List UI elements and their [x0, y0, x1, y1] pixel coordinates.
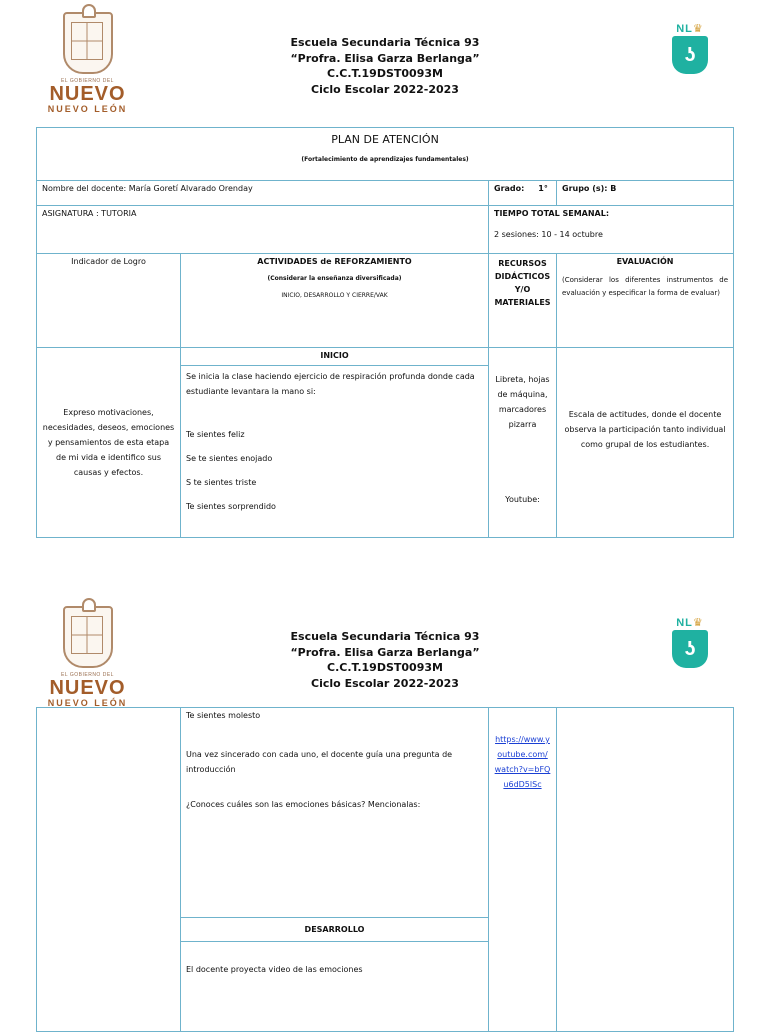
evaluacion-cell: Escala de actitudes, donde el docente observa la participación tanto individual como grupal de los estudiantes. — [557, 348, 734, 538]
grado-cell: Grado: 1° — [489, 181, 557, 206]
cct: C.C.T.19DST0093M — [327, 67, 443, 80]
col-evaluacion: EVALUACIÓN (Considerar los diferentes instrumentos de evaluación y especificar la forma de evaluar) — [557, 254, 734, 348]
school-name: Escuela Secundaria Técnica 93 — [290, 630, 480, 643]
evaluacion-cell — [557, 708, 734, 1032]
nl-logo: NL♛ ʖ — [670, 22, 710, 74]
nl-logo: NL♛ ʖ — [670, 616, 710, 668]
recursos-cell: Libreta, hojas de máquina, marcadores pizarra Youtube: — [489, 348, 557, 538]
plan-title: PLAN DE ATENCIÓN — [331, 133, 439, 146]
col-recursos: RECURSOS DIDÁCTICOS Y/O MATERIALES — [489, 254, 557, 348]
actividades-cell: Te sientes molesto Una vez sincerado con cada uno, el docente guía una pregunta de introducción ¿Conoces cuáles son las emociones básicas? Mencionalas: — [181, 708, 489, 918]
coat-of-arms-icon — [63, 606, 113, 668]
school-cycle: Ciclo Escolar 2022-2023 — [311, 676, 459, 690]
nl-badge-icon: ʖ — [672, 36, 708, 74]
crown-icon: ♛ — [692, 23, 704, 35]
school-header — [240, 35, 530, 97]
teacher-name: “Profra. Elisa Garza Berlanga” — [290, 645, 480, 659]
teacher-name: “Profra. Elisa Garza Berlanga” — [290, 51, 480, 65]
youtube-link[interactable]: https://www.youtube.com/watch?v=bFQu6dD5lSc — [494, 735, 551, 789]
plan-subtitle: (Fortalecimiento de aprendizajes fundamentales) — [301, 156, 469, 163]
indicador-cell: Expreso motivaciones, necesidades, deseos, emociones y pensamientos de esta etapa de mi vida e identifico sus causas y efectos. — [37, 348, 181, 538]
nl-badge-icon: ʖ — [672, 630, 708, 668]
tiempo-cell: TIEMPO TOTAL SEMANAL: 2 sesiones: 10 - 14 octubre — [489, 206, 734, 254]
docente-cell: Nombre del docente: María Goretí Alvarado Orenday — [37, 181, 489, 206]
desarrollo-header: DESARROLLO — [181, 918, 489, 942]
col-indicador: Indicador de Logro — [37, 254, 181, 348]
plan-title-cell — [37, 128, 734, 181]
indicador-cell — [37, 708, 181, 1032]
gobierno-nuevo-leon-logo: EL GOBIERNO DEL NUEVO NUEVO LEÓN — [40, 12, 135, 114]
coat-of-arms-icon — [63, 12, 113, 74]
col-actividades: ACTIVIDADES de REFORZAMIENTO (Considerar la enseñanza diversificada) INICIO, DESARROLLO Y CIERRE/VAK — [181, 254, 489, 348]
school-name: Escuela Secundaria Técnica 93 — [290, 36, 480, 49]
desarrollo-cell: El docente proyecta video de las emociones — [181, 942, 489, 1032]
school-header — [240, 629, 530, 691]
plan-table — [36, 127, 734, 538]
plan-table-continued — [36, 707, 734, 1032]
gobierno-nuevo-leon-logo: EL GOBIERNO DEL NUEVO NUEVO LEÓN — [40, 606, 135, 708]
school-cycle: Ciclo Escolar 2022-2023 — [311, 82, 459, 96]
cct: C.C.T.19DST0093M — [327, 661, 443, 674]
asignatura-cell: ASIGNATURA : TUTORIA — [37, 206, 489, 254]
inicio-header: INICIO — [181, 348, 489, 366]
recursos-cell — [489, 708, 557, 1032]
actividades-cell: Se inicia la clase haciendo ejercicio de respiración profunda donde cada estudiante levantara la mano si: Te sientes feliz Se te sientes enojado S te sientes triste Te sientes sorprendido — [181, 366, 489, 538]
crown-icon: ♛ — [692, 617, 704, 629]
grupo-cell: Grupo (s): B — [557, 181, 734, 206]
